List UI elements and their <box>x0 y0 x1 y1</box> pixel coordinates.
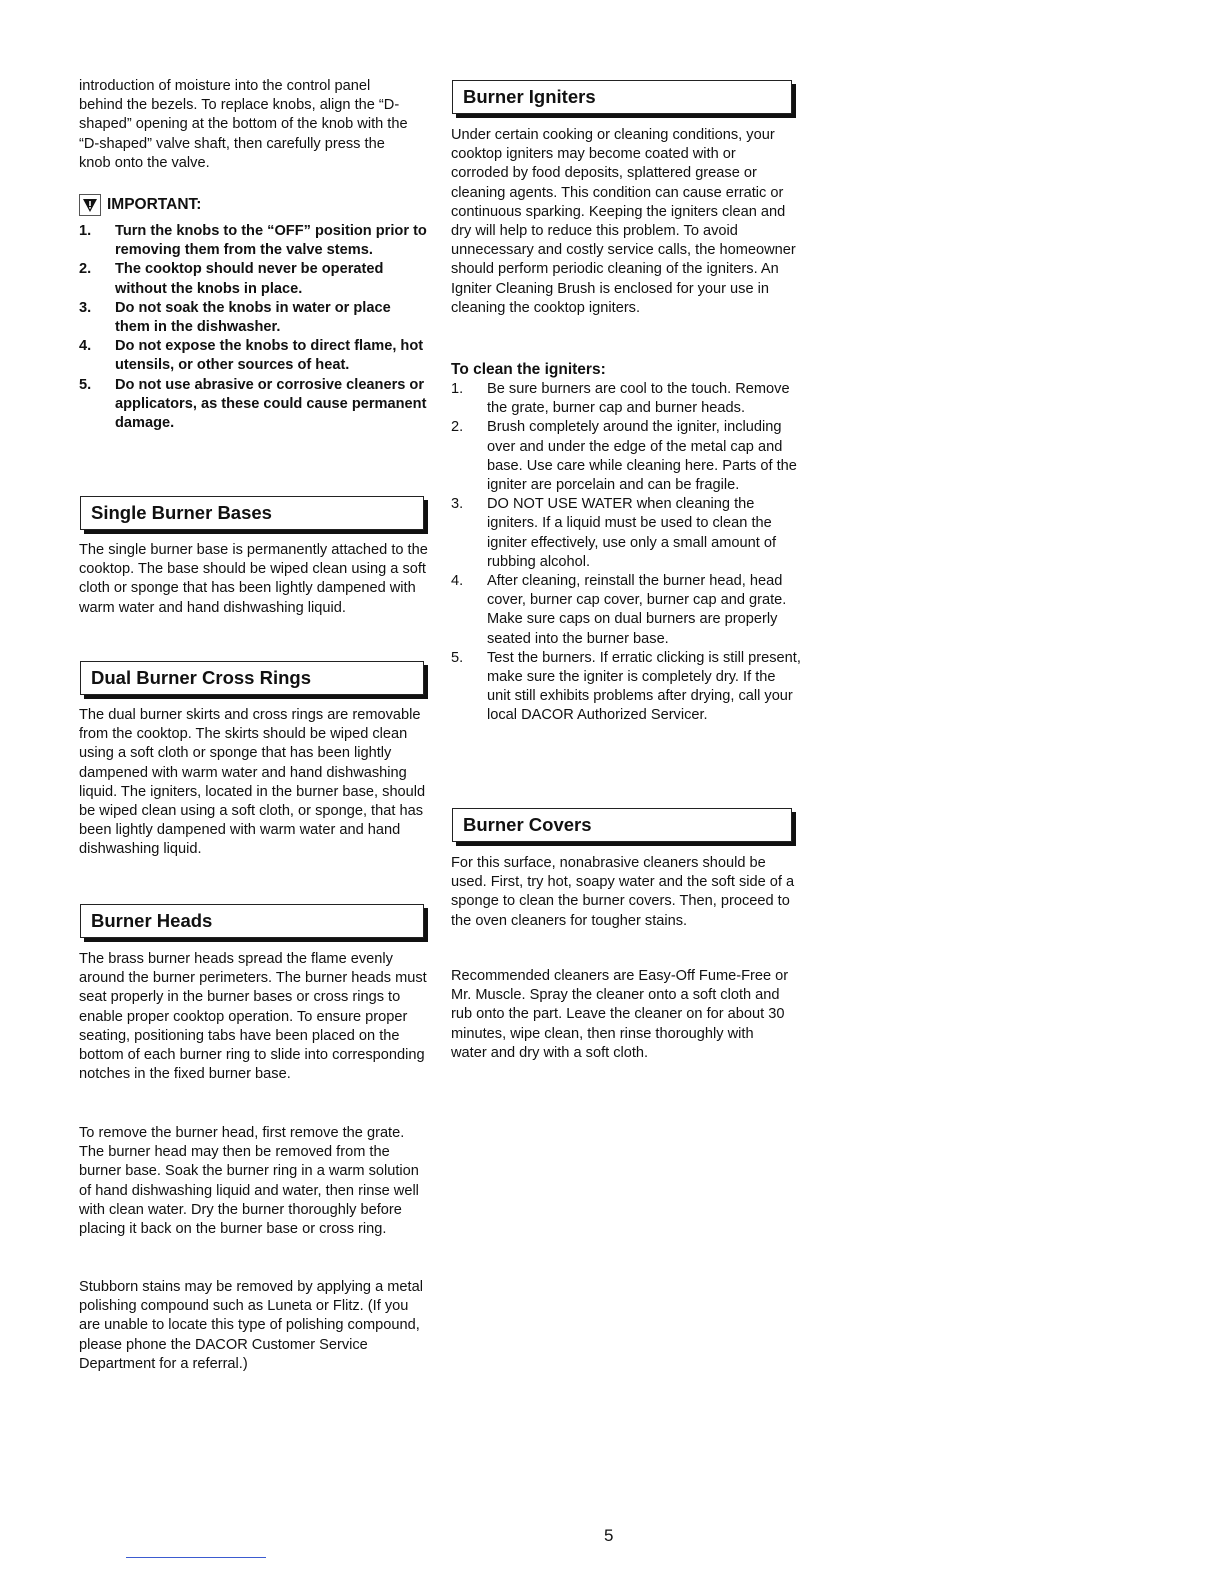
list-text: The cooktop should never be operated without the knobs in place. <box>115 261 384 297</box>
section-header-burner-igniters: Burner Igniters <box>452 80 792 114</box>
igniters-paragraph: Under certain cooking or cleaning conditions, your cooktop igniters may become coated with or corroded by food deposits, splattered grease or cleaning agents. This condition can cause erratic or continuous sparking. Keeping the igniters clean and dry will help to reduce this problem. To avoid unnecessary and costly service calls, the homeowner should perform periodic cleaning of the igniters. An Igniter Cleaning Brush is enclosed for your use in cleaning the cooktop igniters. <box>451 127 796 316</box>
list-number: 5. <box>79 376 92 393</box>
section-header-dual-burner-cross-rings: Dual Burner Cross Rings <box>80 661 424 695</box>
list-text: DO NOT USE WATER when cleaning the igniters. If a liquid must be used to clean the igniter effectively, use only a small amount of rubbing alcohol. <box>487 496 777 570</box>
list-text: Do not expose the knobs to direct flame, hot utensils, or other sources of heat. <box>115 338 424 374</box>
list-number: 3. <box>79 299 92 316</box>
list-text: Turn the knobs to the “OFF” position prior to removing them from the valve stems. <box>115 223 427 259</box>
clean-step <box>451 649 801 726</box>
section-header-single-burner-bases: Single Burner Bases <box>80 496 424 530</box>
section-header-burner-heads: Burner Heads <box>80 904 424 938</box>
section-header-burner-covers: Burner Covers <box>452 808 792 842</box>
burner-covers-paragraph-1: For this surface, nonabrasive cleaners should be used. First, try hot, soapy water and the soft side of a sponge to clean the burner covers. Then, proceed to the oven cleaners for tougher stains. <box>451 855 795 929</box>
important-list <box>79 222 427 433</box>
list-text: Be sure burners are cool to the touch. Remove the grate, burner cap and burner heads. <box>487 381 790 417</box>
intro-paragraph: introduction of moisture into the control panel behind the bezels. To replace knobs, align the “D-shaped” opening at the bottom of the knob with the “D-shaped” valve shaft, then carefully press the knob onto the valve. <box>79 78 408 171</box>
clean-igniters-subheading: To clean the igniters: <box>451 361 606 378</box>
important-item <box>79 337 427 375</box>
burner-covers-paragraph-2: Recommended cleaners are Easy-Off Fume-Free or Mr. Muscle. Spray the cleaner onto a soft cloth and rub onto the part. Leave the cleaner on for about 30 minutes, wipe clean, then rinse thoroughly with water and dry with a soft cloth. <box>451 968 789 1061</box>
list-number: 4. <box>451 573 464 590</box>
important-label: IMPORTANT: <box>107 196 202 214</box>
footer-rule <box>126 1557 266 1558</box>
list-text: Do not use abrasive or corrosive cleaners or applicators, as these could cause permanent damage. <box>115 376 427 432</box>
list-number: 3. <box>451 496 464 513</box>
burner-heads-paragraph-3: Stubborn stains may be removed by applying a metal polishing compound such as Luneta or Flitz. (If you are unable to locate this type of polishing compound, please phone the DACOR Customer Service Department for a referral.) <box>79 1279 423 1372</box>
important-item <box>79 222 427 260</box>
clean-step <box>451 495 801 572</box>
clean-igniters-steps <box>451 380 801 726</box>
clean-step <box>451 380 801 418</box>
clean-step <box>451 572 801 649</box>
list-text: After cleaning, reinstall the burner head, head cover, burner cap cover, burner cap and grate. Make sure caps on dual burners are properly seated into the burner base. <box>487 573 787 647</box>
important-heading <box>79 194 201 216</box>
burner-heads-paragraph-1: The brass burner heads spread the flame evenly around the burner perimeters. The burner heads must seat properly in the burner bases or cross rings to enable proper cooktop operation. To ensure proper seating, positioning tabs have been placed on the bottom of each burner ring to slide into corresponding notches in the fixed burner base. <box>79 951 427 1083</box>
list-number: 1. <box>79 223 92 239</box>
list-number: 4. <box>79 338 92 355</box>
list-text: Brush completely around the igniter, including over and under the edge of the metal cap and base. Use care while cleaning here. Parts of the igniter are porcelain and can be fragile. <box>487 419 797 494</box>
single-burner-paragraph: The single burner base is permanently attached to the cooktop. The base should be wiped clean using a soft cloth or sponge that has been lightly dampened with warm water and hand dishwashing liquid. <box>79 542 428 616</box>
list-number: 5. <box>451 649 464 666</box>
important-item <box>79 299 427 337</box>
page-number: 5 <box>604 1526 614 1545</box>
list-text: Test the burners. If erratic clicking is still present, make sure the igniter is completely dry. If the unit still exhibits problems after drying, call your local DACOR Authorized Servicer. <box>487 649 801 724</box>
list-number: 1. <box>451 381 464 397</box>
list-number: 2. <box>451 419 464 436</box>
warning-icon <box>79 194 101 216</box>
clean-step <box>451 418 801 495</box>
dual-burner-paragraph: The dual burner skirts and cross rings are removable from the cooktop. The skirts should be wiped clean using a soft cloth or sponge that has been lightly dampened with warm water and hand dishwashing liquid. The igniters, located in the burner base, should be wiped clean using a soft cloth, or sponge, that has been lightly dampened with warm water and hand dishwashing liquid. <box>79 707 426 858</box>
list-text: Do not soak the knobs in water or place them in the dishwasher. <box>115 299 391 336</box>
important-item <box>79 376 427 434</box>
important-item <box>79 260 427 298</box>
burner-heads-paragraph-2: To remove the burner head, first remove the grate. The burner head may then be removed from the burner base. Soak the burner ring in a warm solution of hand dishwashing liquid and water, then rinse well with clean water. Dry the burner thoroughly before placing it back on the burner base or cross ring. <box>79 1125 419 1238</box>
list-number: 2. <box>79 261 92 278</box>
